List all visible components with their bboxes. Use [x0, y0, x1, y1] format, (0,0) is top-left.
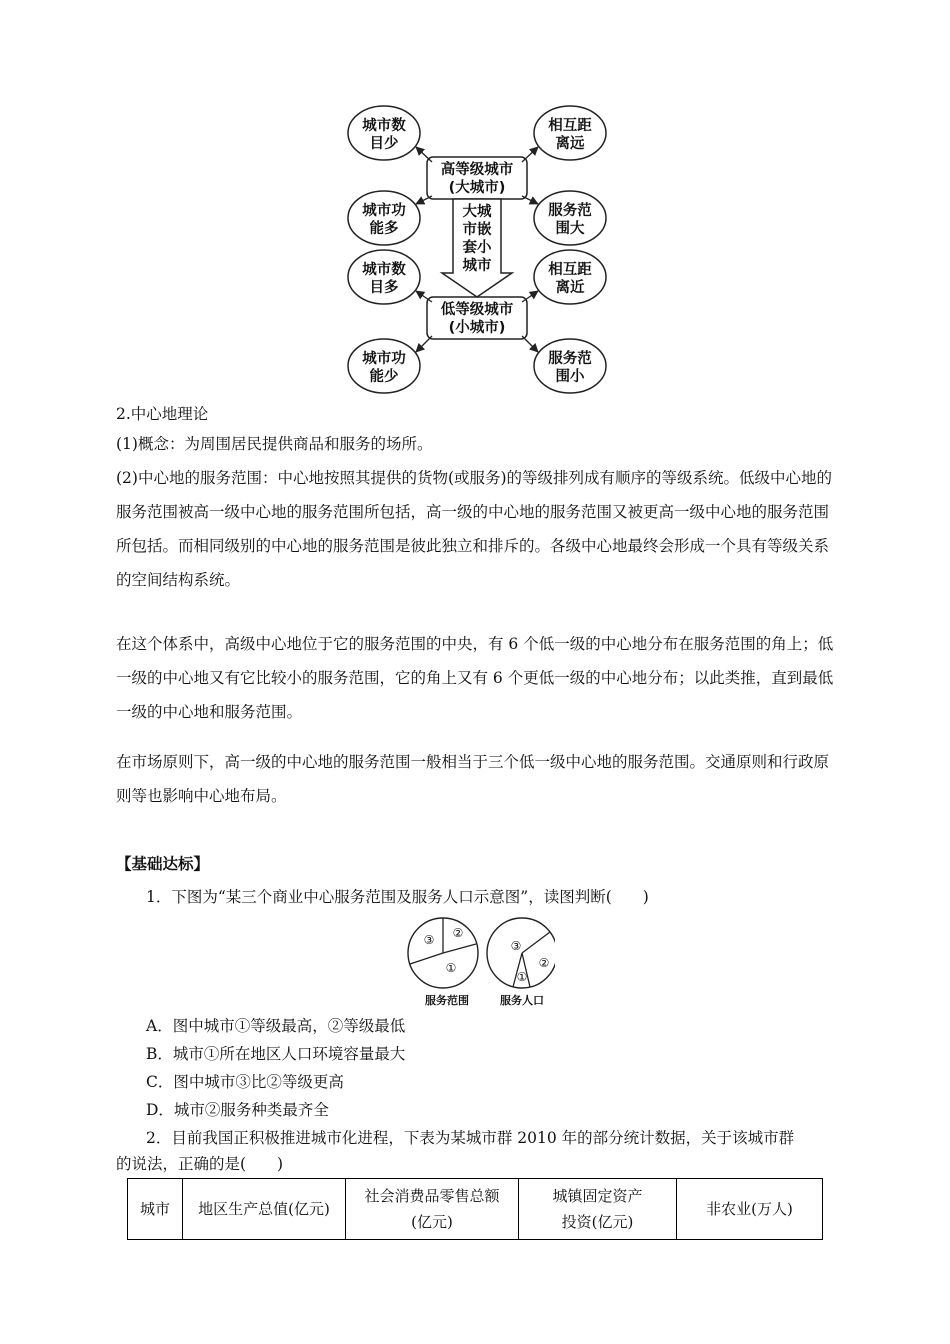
pie-left-label-2: ②	[452, 926, 464, 940]
market-paragraph: 在市场原则下，高一级的中心地的服务范围一般相当于三个低一级中心地的服务范围。交通原则和行政原则等也影响中心地布局。	[116, 753, 830, 805]
nest-label-2: 市嵌	[462, 222, 492, 238]
pie-right-label-1: ①	[516, 970, 528, 984]
q2-stem-line2: 的说法，正确的是( )	[116, 1155, 284, 1173]
header-nonagricultural: 非农业(万人)	[677, 1179, 823, 1240]
q1-option-a: A．图中城市①等级最高，②等级最低	[146, 1017, 406, 1035]
low-right-bottom-1: 服务范	[548, 351, 592, 367]
low-city-title: 低等级城市	[440, 302, 514, 318]
pie-right-label-2: ②	[538, 956, 550, 970]
header-gdp: 地区生产总值(亿元)	[183, 1179, 346, 1240]
low-city-subtitle: (小城市)	[448, 320, 506, 336]
nest-label-3: 套小	[462, 240, 492, 256]
high-right-top-2: 离远	[555, 136, 585, 152]
pie-charts-figure	[405, 915, 555, 1010]
low-right-top-2: 离近	[555, 280, 585, 296]
q1-option-d: D．城市②服务种类最齐全	[146, 1101, 329, 1119]
q1-option-c: C．图中城市③比②等级更高	[146, 1073, 344, 1091]
q2-stem-line1: 2．目前我国正积极推进城市化进程，下表为某城市群 2010 年的部分统计数据，关于该城市群	[146, 1129, 795, 1147]
low-right-top-1: 相互距	[548, 262, 592, 278]
exercise-heading: 【基础达标】	[116, 854, 210, 873]
high-left-bottom-1: 城市功	[362, 203, 406, 219]
q1-stem: 1．下图为“某三个商业中心服务范围及服务人口示意图”，读图判断( )	[146, 888, 649, 906]
high-left-top-2: 目少	[369, 136, 399, 152]
high-right-bottom-1: 服务范	[548, 203, 592, 219]
low-right-bottom-2: 围小	[555, 369, 585, 385]
city-hierarchy-diagram	[340, 100, 620, 395]
pie-left-label-3: ③	[423, 933, 435, 947]
nest-label-4: 城市	[462, 258, 492, 274]
low-left-top-2: 目多	[369, 280, 399, 296]
table-header-row	[128, 1179, 823, 1240]
high-left-top-1: 城市数	[362, 118, 406, 134]
pie-right-label-3: ③	[510, 939, 522, 953]
low-left-top-1: 城市数	[362, 262, 406, 278]
pie-caption-right: 服务人口	[500, 994, 544, 1007]
high-left-bottom-2: 能多	[369, 221, 399, 237]
header-retail: 社会消费品零售总额 (亿元)	[346, 1179, 519, 1240]
header-city: 城市	[128, 1179, 183, 1240]
high-city-title: 高等级城市	[440, 162, 514, 178]
nest-label-1: 大城	[462, 204, 492, 220]
service-range-paragraph: (2)中心地的服务范围：中心地按照其提供的货物(或服务)的等级排列成有顺序的等级系统。低级中心地的服务范围被高一级中心地的服务范围所包括，高一级的中心地的服务范围又被更高一级中心地的服务范围所包括。而相同级别的中心地的服务范围是彼此独立和排斥的。各级中心地最终会形成一个具有等级关系的空间结构系统。	[116, 469, 833, 589]
high-city-subtitle: (大城市)	[448, 180, 506, 196]
concept-paragraph: (1)概念：为周围居民提供商品和服务的场所。	[116, 435, 433, 453]
pie-left-label-1: ①	[445, 961, 457, 975]
system-paragraph: 在这个体系中，高级中心地位于它的服务范围的中央，有 6 个低一级的中心地分布在服务范围的角上；低一级的中心地又有它比较小的服务范围，它的角上又有 6 个更低一级的中心地分布；以此类推，直到最低一级的中心地和服务范围。	[116, 635, 834, 721]
statistics-table	[127, 1178, 823, 1240]
low-left-bottom-2: 能少	[369, 369, 399, 385]
pie-caption-left: 服务范围	[425, 994, 469, 1007]
high-right-bottom-2: 围大	[555, 221, 585, 237]
section-title: 2.中心地理论	[116, 405, 209, 423]
low-left-bottom-1: 城市功	[362, 351, 406, 367]
header-investment: 城镇固定资产 投资(亿元)	[519, 1179, 677, 1240]
q1-option-b: B．城市①所在地区人口环境容量最大	[146, 1045, 406, 1063]
high-right-top-1: 相互距	[548, 118, 592, 134]
